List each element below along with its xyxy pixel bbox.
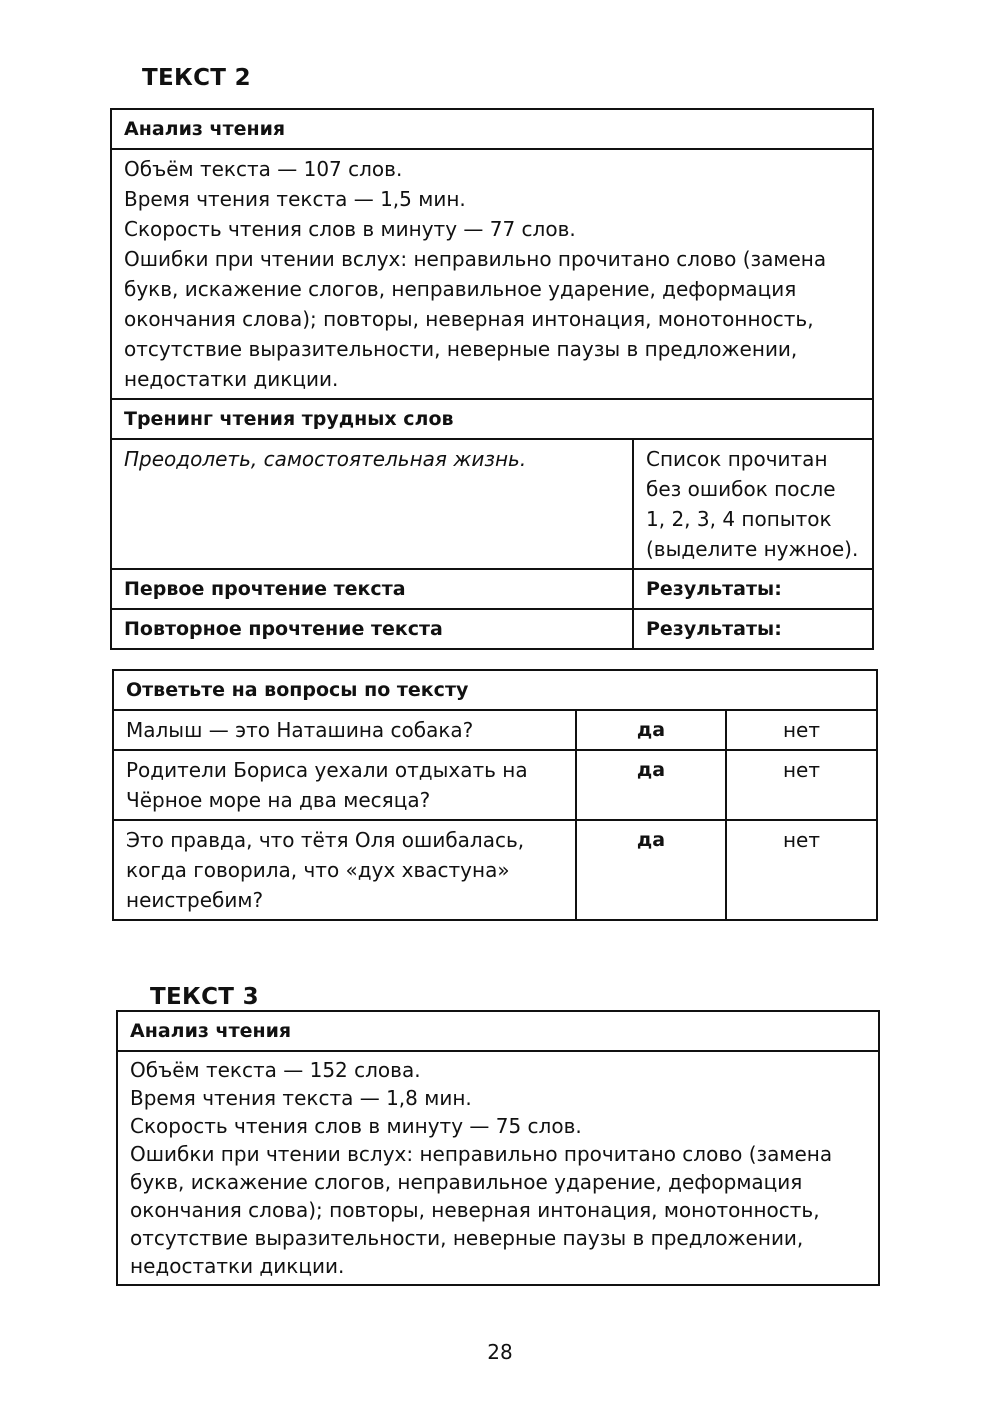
second-reading-results: Результаты: bbox=[633, 609, 873, 649]
text3-line: отсутствие выразительности, неверные паузы в предложении, bbox=[130, 1226, 804, 1250]
training-note bbox=[633, 439, 873, 569]
question-line: Это правда, что тётя Оля ошибалась, bbox=[126, 828, 525, 852]
training-note-line: без ошибок после bbox=[646, 477, 836, 501]
questions-header: Ответьте на вопросы по тексту bbox=[113, 670, 877, 710]
training-note-line: (выделите нужное). bbox=[646, 537, 859, 561]
text2-line: букв, искажение слогов, неправильное ударение, деформация bbox=[124, 277, 797, 301]
text3-line: Ошибки при чтении вслух: неправильно прочитано слово (замена bbox=[130, 1142, 833, 1166]
text2-line: Скорость чтения слов в минуту — 77 слов. bbox=[124, 217, 576, 241]
text2-line: Время чтения текста — 1,5 мин. bbox=[124, 187, 466, 211]
text3-line: Скорость чтения слов в минуту — 75 слов. bbox=[130, 1114, 582, 1138]
question-line: неистребим? bbox=[126, 888, 264, 912]
text3-title: ТЕКСТ 3 bbox=[150, 984, 259, 1010]
question-text bbox=[113, 820, 576, 920]
text3-analysis-body bbox=[117, 1051, 879, 1285]
text3-line: Время чтения текста — 1,8 мин. bbox=[130, 1086, 472, 1110]
text2-line: отсутствие выразительности, неверные паузы в предложении, bbox=[124, 337, 798, 361]
question-row bbox=[113, 750, 877, 820]
text3-line: Объём текста — 152 слова. bbox=[130, 1058, 421, 1082]
answer-yes: да bbox=[576, 820, 726, 920]
text3-analysis-table bbox=[116, 1010, 880, 1286]
text2-line: Объём текста — 107 слов. bbox=[124, 157, 403, 181]
text2-line: окончания слова); повторы, неверная интонация, монотонность, bbox=[124, 307, 814, 331]
answer-no: нет bbox=[726, 820, 877, 920]
text3-line: окончания слова); повторы, неверная интонация, монотонность, bbox=[130, 1198, 820, 1222]
training-note-line: 1, 2, 3, 4 попыток bbox=[646, 507, 832, 531]
question-line: Малыш — это Наташина собака? bbox=[126, 718, 474, 742]
text2-title: ТЕКСТ 2 bbox=[142, 65, 251, 91]
first-reading-results: Результаты: bbox=[633, 569, 873, 609]
text2-analysis-body bbox=[111, 149, 873, 399]
question-text bbox=[113, 750, 576, 820]
first-reading-label: Первое прочтение текста bbox=[111, 569, 633, 609]
answer-no: нет bbox=[726, 750, 877, 820]
page-number: 28 bbox=[487, 1340, 513, 1364]
answer-yes: да bbox=[576, 750, 726, 820]
answer-no: нет bbox=[726, 710, 877, 750]
text3-analysis-header: Анализ чтения bbox=[117, 1011, 879, 1051]
training-words: Преодолеть, самостоятельная жизнь. bbox=[111, 439, 633, 569]
text3-line: букв, искажение слогов, неправильное ударение, деформация bbox=[130, 1170, 803, 1194]
text3-line: недостатки дикции. bbox=[130, 1254, 345, 1278]
text2-line: Ошибки при чтении вслух: неправильно прочитано слово (замена bbox=[124, 247, 827, 271]
text2-analysis-table bbox=[110, 108, 874, 650]
answer-yes: да bbox=[576, 710, 726, 750]
training-note-line: Список прочитан bbox=[646, 447, 828, 471]
question-text bbox=[113, 710, 576, 750]
question-line: Чёрное море на два месяца? bbox=[126, 788, 431, 812]
second-reading-label: Повторное прочтение текста bbox=[111, 609, 633, 649]
question-line: Родители Бориса уехали отдыхать на bbox=[126, 758, 528, 782]
text2-questions-table bbox=[112, 669, 878, 921]
training-header: Тренинг чтения трудных слов bbox=[111, 399, 873, 439]
text2-line: недостатки дикции. bbox=[124, 367, 339, 391]
text2-analysis-header: Анализ чтения bbox=[111, 109, 873, 149]
question-line: когда говорила, что «дух хвастуна» bbox=[126, 858, 510, 882]
question-row bbox=[113, 820, 877, 920]
question-row bbox=[113, 710, 877, 750]
